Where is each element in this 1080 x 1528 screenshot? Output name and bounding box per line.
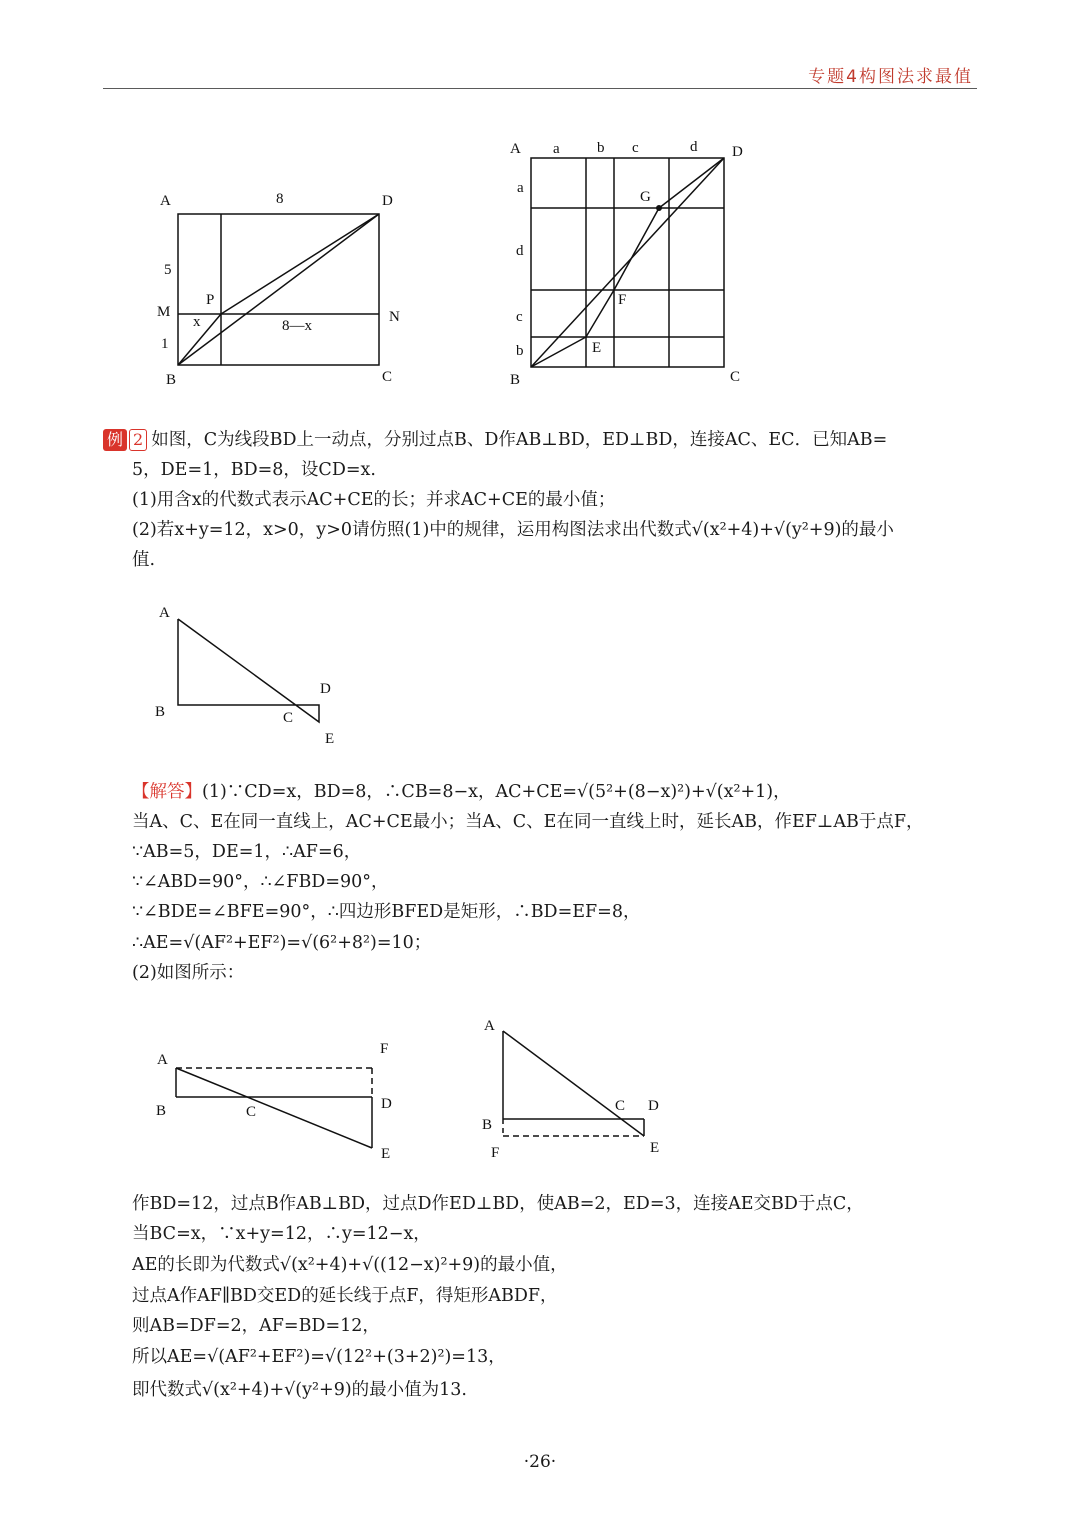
answer2-line-4: 过点A作AF∥BD交ED的延长线于点F，得矩形ABDF， bbox=[132, 1286, 558, 1306]
label-B: B bbox=[156, 1103, 167, 1119]
label-A: A bbox=[157, 1052, 168, 1068]
answer-line-4: ∵∠ABD=90°，∴∠FBD=90°， bbox=[132, 872, 389, 892]
label-top-8: 8 bbox=[276, 191, 284, 207]
label-D: D bbox=[382, 193, 393, 209]
label-C: C bbox=[382, 369, 393, 385]
label-D: D bbox=[381, 1096, 392, 1112]
answer-line-7: (2)如图所示： bbox=[132, 963, 245, 983]
label-top-a: a bbox=[553, 141, 560, 157]
label-A: A bbox=[484, 1018, 495, 1034]
label-left-d: d bbox=[516, 243, 524, 259]
example-line-5: 值. bbox=[132, 550, 156, 570]
page-header bbox=[103, 60, 977, 89]
answer2-line-6: 所以AE=√(AF²+EF²)=√(12²+(3+2)²)=13， bbox=[132, 1347, 506, 1367]
label-P: P bbox=[206, 292, 215, 308]
example-line-4: (2)若x+y=12，x>0，y>0请仿照(1)中的规律，运用构图法求出代数式√(x²+4)+√(y²+9)的最小 bbox=[132, 520, 894, 540]
label-E: E bbox=[592, 340, 602, 356]
label-C: C bbox=[615, 1098, 626, 1114]
label-C: C bbox=[246, 1104, 257, 1120]
example-line-1: 例 2 如图，C为线段BD上一动点，分别过点B、D作AB⊥BD，ED⊥BD，连接AC、EC．已知AB= bbox=[103, 425, 887, 455]
label-left-a: a bbox=[517, 180, 524, 196]
label-D: D bbox=[320, 681, 331, 697]
label-F: F bbox=[380, 1041, 389, 1057]
figure-example-triangle bbox=[150, 600, 350, 750]
label-E: E bbox=[650, 1140, 660, 1156]
label-N: N bbox=[389, 309, 400, 325]
label-A: A bbox=[160, 193, 171, 209]
answer-line-3: ∵AB=5，DE=1，∴AF=6， bbox=[132, 842, 362, 862]
label-A: A bbox=[510, 141, 521, 157]
label-1: 1 bbox=[161, 336, 169, 352]
label-F: F bbox=[618, 292, 627, 308]
answer-tag: 【解答】 bbox=[132, 782, 202, 802]
answer2-line-1: 作BD=12，过点B作AB⊥BD，过点D作ED⊥BD，使AB=2，ED=3，连接AE交BD于点C， bbox=[132, 1194, 864, 1214]
label-C: C bbox=[730, 369, 741, 385]
answer2-line-5: 则AB=DF=2，AF=BD=12， bbox=[132, 1316, 380, 1336]
label-E: E bbox=[381, 1146, 391, 1162]
label-F: F bbox=[491, 1145, 500, 1161]
label-B: B bbox=[155, 704, 166, 720]
label-M: M bbox=[157, 304, 171, 320]
answer2-line-7: 即代数式√(x²+4)+√(y²+9)的最小值为13. bbox=[132, 1380, 467, 1400]
label-top-c: c bbox=[632, 140, 639, 156]
label-top-d: d bbox=[690, 139, 698, 155]
figure-solution-right bbox=[475, 1010, 695, 1165]
answer-line-1: 【解答】(1)∵CD=x，BD=8，∴CB=8−x，AC+CE=√(5²+(8−x)²)+√(x²+1)， bbox=[132, 782, 791, 802]
answer-line-2: 当A、C、E在同一直线上，AC+CE最小；当A、C、E在同一直线上时，延长AB，作EF⊥AB于点F， bbox=[132, 812, 924, 832]
label-C: C bbox=[283, 710, 294, 726]
label-8-x: 8—x bbox=[282, 318, 312, 334]
label-D: D bbox=[648, 1098, 659, 1114]
label-B: B bbox=[166, 372, 177, 388]
label-G: G bbox=[640, 189, 651, 205]
figure-square-grid bbox=[505, 135, 755, 395]
figure-solution-left bbox=[150, 1035, 410, 1165]
header-title: 专题4构图法求最值 bbox=[808, 67, 973, 87]
label-E: E bbox=[325, 731, 335, 747]
page-number: ·26· bbox=[523, 1452, 557, 1472]
label-5: 5 bbox=[164, 262, 172, 278]
example-line-3: (1)用含x的代数式表示AC+CE的长；并求AC+CE的最小值； bbox=[132, 490, 616, 510]
label-A: A bbox=[159, 605, 170, 621]
answer2-line-3: AE的长即为代数式√(x²+4)+√((12−x)²+9)的最小值， bbox=[132, 1255, 568, 1275]
answer2-line-2: 当BC=x，∵x+y=12，∴y=12−x， bbox=[132, 1224, 431, 1244]
example-line-2: 5，DE=1，BD=8，设CD=x. bbox=[132, 460, 376, 480]
answer-line-6: ∴AE=√(AF²+EF²)=√(6²+8²)=10； bbox=[132, 933, 432, 953]
figure-rectangle-grid bbox=[150, 185, 420, 395]
label-D: D bbox=[732, 144, 743, 160]
label-top-b: b bbox=[597, 140, 605, 156]
label-left-b: b bbox=[516, 343, 524, 359]
example-tag: 例 bbox=[103, 429, 127, 451]
example-number: 2 bbox=[129, 429, 147, 451]
label-left-c: c bbox=[516, 309, 523, 325]
label-B: B bbox=[510, 372, 521, 388]
answer-line-5: ∵∠BDE=∠BFE=90°，∴四边形BFED是矩形，∴BD=EF=8， bbox=[132, 902, 641, 922]
label-x: x bbox=[193, 314, 201, 330]
label-B: B bbox=[482, 1117, 493, 1133]
